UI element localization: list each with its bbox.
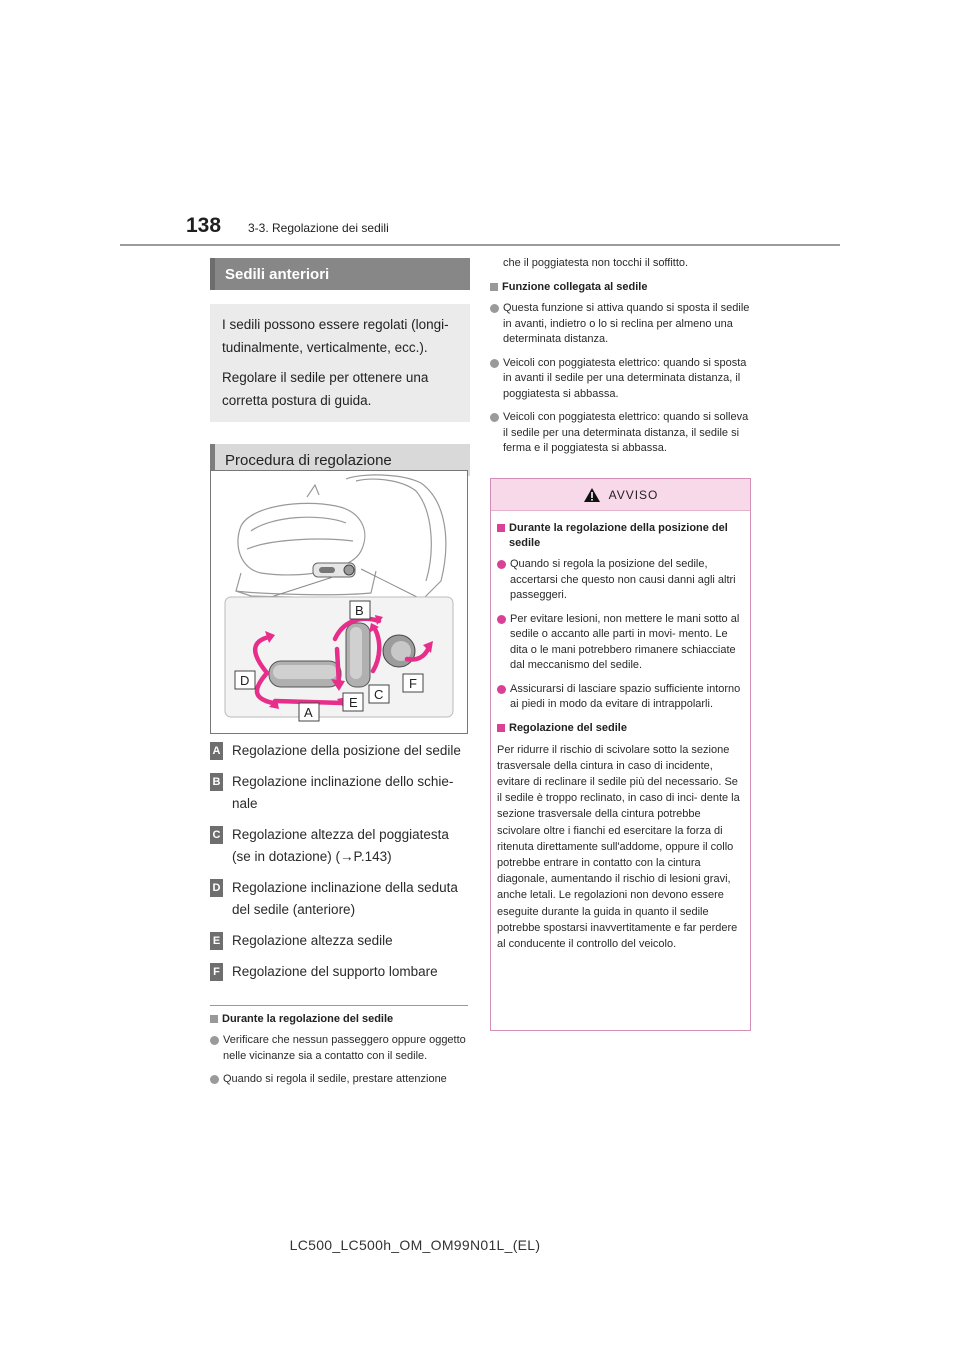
legend-text-b: Regolazione inclinazione dello schie- nale xyxy=(232,774,454,811)
note-bullet xyxy=(490,410,752,457)
round-bullet-icon xyxy=(497,615,506,624)
note-bullet-text: Veicoli con poggiatesta elettrico: quando si solleva il sedile per una determinata distanza, il sedile si ferma e il poggiatesta si abbassa. xyxy=(503,411,749,454)
note-bullet xyxy=(210,1072,470,1088)
warning-header xyxy=(491,479,750,511)
square-bullet-icon xyxy=(210,1015,218,1023)
right-column xyxy=(490,256,752,465)
figure-label-a: A xyxy=(304,705,313,720)
warning-label: AVVISO xyxy=(608,487,659,502)
note-heading-funzione xyxy=(490,280,752,295)
warning-paragraph: Per ridurre il rischio di scivolare sotto la sezione trasversale della cintura in caso di incidente, evitare di reclinare il sedile più del necessario. Se il sedile è troppo reclinato, in caso di inci- dente la sezione trasversale della cintura potrebbe scivolare oltre i fianchi ed esercitare la forza di ritenuta direttamente sull'addome, oppure il collo potrebbe entrare in contatto con la cintura diagonale, aumentando il rischio di lesioni gravi, anche letali. Le regolazioni non devono essere eseguite durante la guida in quanto il sedile potrebbe spostarsi inavvertitamente e far perdere al conducente il controllo del veicolo. xyxy=(497,743,740,950)
legend-item-a xyxy=(210,740,470,762)
left-notes xyxy=(210,1012,470,1096)
sedili-anteriori-title-bar xyxy=(210,258,470,290)
warning-bullet-text: Per evitare lesioni, non mettere le mani sotto al sedile o accanto alle parti in movi- mento. Le dita o le mani potrebbero rimanere schiacciate dal meccanismo del sedile. xyxy=(510,612,740,671)
legend-badge-c: C xyxy=(210,826,223,844)
intro-paragraph-2: Regolare il sedile per ottenere una corretta postura di guida. xyxy=(222,370,429,408)
warning-heading-regolazione xyxy=(497,721,744,736)
note-bullet-text: Questa funzione si attiva quando si sposta il sedile in avanti, indietro o lo si reclina per almeno una determinata distanza. xyxy=(503,302,750,345)
round-bullet-icon xyxy=(490,413,499,422)
note-heading-regolazione xyxy=(210,1012,470,1027)
round-bullet-icon xyxy=(210,1036,219,1045)
legend-item-e xyxy=(210,930,470,952)
round-bullet-icon xyxy=(497,685,506,694)
note-heading-text: Funzione collegata al sedile xyxy=(502,281,648,293)
warning-heading-posizione xyxy=(497,521,744,551)
figure-label-c: C xyxy=(374,687,384,702)
seat-illustration xyxy=(211,471,468,734)
round-bullet-icon xyxy=(490,359,499,368)
figure-label-f: F xyxy=(409,676,417,691)
legend-text-c: Regolazione altezza del poggiatesta (se in dotazione) (→P.143) xyxy=(232,827,449,864)
sedili-anteriori-title: Sedili anteriori xyxy=(225,265,330,283)
round-bullet-icon xyxy=(497,560,506,569)
warning-triangle-icon xyxy=(583,487,601,503)
round-bullet-icon xyxy=(210,1075,219,1084)
intro-box xyxy=(210,304,470,422)
legend-item-c xyxy=(210,824,470,868)
note-bullet-text: Quando si regola il sedile, prestare attenzione xyxy=(223,1073,447,1085)
footer xyxy=(0,1237,960,1253)
manual-code: LC500_LC500h_OM_OM99N01L_(EL) xyxy=(289,1237,541,1253)
adjustment-legend xyxy=(210,740,470,992)
figure-label-e: E xyxy=(349,695,358,710)
legend-item-d xyxy=(210,877,470,921)
warning-body xyxy=(491,511,750,952)
notes-divider xyxy=(210,1005,468,1006)
warning-bullet xyxy=(497,612,744,674)
square-bullet-icon xyxy=(497,524,505,532)
warning-bullet-text: Quando si regola la posizione del sedile, accertarsi che questo non causi danni agli altri passeggeri. xyxy=(510,558,736,601)
legend-item-f xyxy=(210,961,470,983)
figure-label-b: B xyxy=(355,603,364,618)
procedura-title: Procedura di regolazione xyxy=(225,451,392,469)
header-divider xyxy=(120,244,840,246)
warning-heading-text: Durante la regolazione della posizione del sedile xyxy=(509,522,728,549)
warning-bullet-text: Assicurarsi di lasciare spazio sufficiente intorno ai piedi in modo da evitare di intrappolarli. xyxy=(510,682,741,710)
warning-heading-text: Regolazione del sedile xyxy=(509,721,627,734)
square-bullet-icon xyxy=(497,724,505,732)
legend-item-b xyxy=(210,771,470,815)
legend-badge-a: A xyxy=(210,742,223,760)
section-title: 3-3. Regolazione dei sedili xyxy=(248,221,389,235)
legend-badge-e: E xyxy=(210,932,223,950)
legend-badge-b: B xyxy=(210,773,223,791)
figure-label-d: D xyxy=(240,673,250,688)
legend-text-a: Regolazione della posizione del sedile xyxy=(232,743,461,758)
continuation-text: che il poggiatesta non tocchi il soffitto. xyxy=(503,257,689,269)
left-column xyxy=(210,258,470,476)
intro-paragraph-1: I sedili possono essere regolati (longi- tudinalmente, verticalmente, ecc.). xyxy=(222,317,449,355)
warning-bullet xyxy=(497,682,744,713)
legend-text-d: Regolazione inclinazione della seduta del sedile (anteriore) xyxy=(232,880,458,917)
square-bullet-icon xyxy=(490,283,498,291)
note-bullet xyxy=(490,356,752,403)
note-bullet-text: Veicoli con poggiatesta elettrico: quando si sposta in avanti il sedile per una determinata distanza, il poggiatesta si abbassa. xyxy=(503,356,747,400)
note-bullet xyxy=(490,301,752,348)
warning-box xyxy=(490,478,751,1031)
legend-badge-d: D xyxy=(210,879,223,897)
warning-bullet xyxy=(497,557,744,604)
page-number: 138 xyxy=(186,214,222,237)
legend-text-e: Regolazione altezza sedile xyxy=(232,933,393,948)
seat-adjustment-figure xyxy=(210,470,468,734)
legend-badge-f: F xyxy=(210,963,223,981)
note-heading-text: Durante la regolazione del sedile xyxy=(222,1013,394,1025)
note-bullet xyxy=(210,1033,470,1064)
round-bullet-icon xyxy=(490,304,499,313)
legend-text-f: Regolazione del supporto lombare xyxy=(232,964,438,979)
note-bullet-text: Verificare che nessun passeggero oppure oggetto nelle vicinanze sia a contatto con il sedile. xyxy=(223,1034,466,1062)
